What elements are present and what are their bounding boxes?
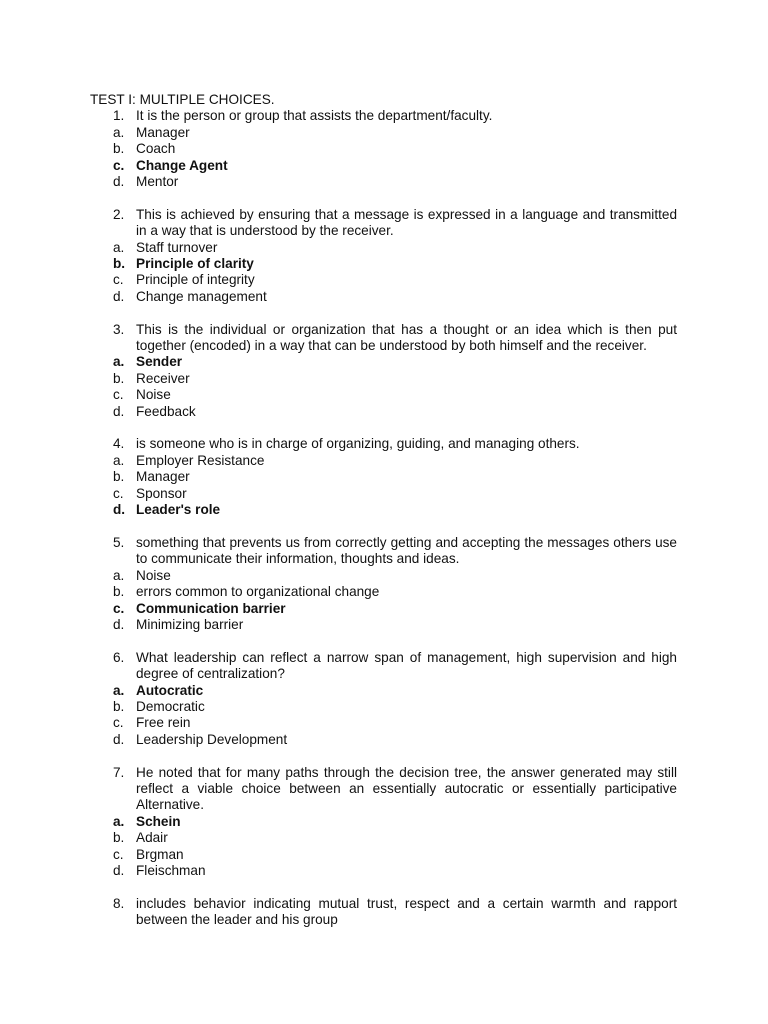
- question-6: [90, 650, 677, 748]
- option-letter: b.: [113, 256, 126, 272]
- option-text: Mentor: [136, 174, 179, 190]
- option-letter: c.: [113, 485, 124, 501]
- answer-option: [90, 371, 677, 387]
- question-stem: [90, 535, 677, 568]
- question-number-cell: [90, 207, 136, 223]
- question-number: 4.: [113, 436, 125, 452]
- answer-option: [90, 289, 677, 305]
- option-letter: c.: [113, 600, 125, 616]
- option-text: Coach: [136, 141, 176, 157]
- option-text: Leadership Development: [136, 731, 288, 747]
- answer-option: [90, 174, 677, 190]
- option-letter: a.: [113, 813, 125, 829]
- question-text: It is the person or group that assists the department/faculty.: [136, 108, 493, 124]
- answer-option-correct: [90, 502, 677, 518]
- option-letter: b.: [113, 469, 125, 485]
- question-number-cell: [90, 436, 136, 452]
- option-text: Manager: [136, 469, 190, 485]
- question-5: [90, 535, 677, 633]
- option-letter: c.: [113, 157, 125, 173]
- answer-option: [90, 272, 677, 288]
- question-number-cell: [90, 896, 136, 912]
- question-stem: [90, 650, 677, 683]
- option-letter: b.: [113, 584, 125, 600]
- answer-option: [90, 240, 677, 256]
- test-title: TEST I: MULTIPLE CHOICES.: [90, 92, 275, 107]
- option-letter: a.: [113, 567, 125, 583]
- question-number-cell: [90, 322, 136, 338]
- question-text: This is the individual or organization that has a thought or an idea which is then put together (encoded) in a way that can be understood by both himself and the receiver.: [136, 321, 677, 354]
- question-text: is someone who is in charge of organizing, guiding, and managing others.: [136, 436, 580, 452]
- answer-option: [90, 453, 677, 469]
- question-stem: [90, 108, 677, 124]
- answer-option-correct: [90, 601, 677, 617]
- option-text: Noise: [136, 567, 171, 583]
- question-stem: [90, 322, 677, 355]
- option-text: Principle of integrity: [136, 272, 255, 288]
- question-text: This is achieved by ensuring that a message is expressed in a language and transmitted in a way that is understood by the receiver.: [136, 206, 677, 239]
- answer-options: [90, 453, 677, 519]
- document-page: [90, 92, 677, 945]
- option-text: Principle of clarity: [136, 256, 254, 272]
- option-text: Manager: [136, 124, 190, 140]
- question-stem: [90, 896, 677, 929]
- question-1: [90, 108, 677, 190]
- answer-option: [90, 584, 677, 600]
- answer-options: [90, 683, 677, 749]
- question-number-cell: [90, 535, 136, 551]
- answer-option: [90, 486, 677, 502]
- question-number: 1.: [113, 108, 125, 124]
- option-letter: d.: [113, 288, 125, 304]
- answer-option-correct: [90, 256, 677, 272]
- option-letter: c.: [113, 846, 124, 862]
- option-text: Leader's role: [136, 502, 221, 518]
- option-text: Receiver: [136, 370, 190, 386]
- option-text: Adair: [136, 830, 168, 846]
- option-letter: d.: [113, 616, 125, 632]
- option-letter: c.: [113, 715, 124, 731]
- option-letter: a.: [113, 354, 125, 370]
- question-3: [90, 322, 677, 420]
- question-8: [90, 896, 677, 929]
- question-number-cell: [90, 765, 136, 781]
- question-2: [90, 207, 677, 305]
- option-letter: c.: [113, 272, 124, 288]
- option-text: Staff turnover: [136, 239, 218, 255]
- answer-options: [90, 240, 677, 306]
- option-text: Change management: [136, 288, 267, 304]
- answer-option: [90, 863, 677, 879]
- question-number-cell: [90, 650, 136, 666]
- question-number: 7.: [113, 764, 125, 780]
- answer-options: [90, 354, 677, 420]
- answer-option: [90, 699, 677, 715]
- option-letter: b.: [113, 698, 125, 714]
- option-text: Noise: [136, 387, 171, 403]
- option-letter: a.: [113, 682, 125, 698]
- question-number: 5.: [113, 534, 125, 550]
- question-text: something that prevents us from correctly getting and accepting the messages others use to communicate their information, thoughts and ideas.: [136, 534, 677, 567]
- question-text: includes behavior indicating mutual trust, respect and a certain warmth and rapport between the leader and his group: [136, 895, 677, 928]
- option-letter: a.: [113, 124, 125, 140]
- option-letter: d.: [113, 174, 125, 190]
- question-list: [90, 108, 677, 928]
- answer-option-correct: [90, 683, 677, 699]
- option-text: Sponsor: [136, 485, 187, 501]
- option-text: Change Agent: [136, 157, 228, 173]
- question-number: 8.: [113, 895, 125, 911]
- option-letter: b.: [113, 370, 125, 386]
- answer-option: [90, 125, 677, 141]
- option-text: Democratic: [136, 698, 205, 714]
- answer-option: [90, 387, 677, 403]
- option-letter: a.: [113, 239, 125, 255]
- option-letter: c.: [113, 387, 124, 403]
- option-text: Autocratic: [136, 682, 204, 698]
- question-stem: [90, 207, 677, 240]
- question-number: 3.: [113, 321, 125, 337]
- answer-options: [90, 568, 677, 634]
- option-text: Schein: [136, 813, 181, 829]
- option-text: Minimizing barrier: [136, 616, 244, 632]
- option-letter: a.: [113, 452, 125, 468]
- question-number-cell: [90, 108, 136, 124]
- answer-option-correct: [90, 354, 677, 370]
- answer-option: [90, 715, 677, 731]
- option-letter: b.: [113, 141, 125, 157]
- answer-option: [90, 568, 677, 584]
- option-text: Employer Resistance: [136, 452, 265, 468]
- option-text: errors common to organizational change: [136, 584, 380, 600]
- question-text: What leadership can reflect a narrow span of management, high supervision and high degree of centralization?: [136, 649, 677, 682]
- answer-option-correct: [90, 814, 677, 830]
- option-text: Sender: [136, 354, 183, 370]
- option-letter: b.: [113, 830, 125, 846]
- option-text: Brgman: [136, 846, 184, 862]
- question-number: 6.: [113, 649, 125, 665]
- question-text: He noted that for many paths through the decision tree, the answer generated may still reflect a viable choice between an essentially autocratic or essentially participative Alternative.: [136, 764, 677, 813]
- answer-options: [90, 814, 677, 880]
- question-7: [90, 765, 677, 880]
- answer-option: [90, 141, 677, 157]
- question-4: [90, 436, 677, 518]
- answer-option: [90, 404, 677, 420]
- answer-options: [90, 125, 677, 191]
- option-text: Fleischman: [136, 863, 206, 878]
- answer-option: [90, 617, 677, 633]
- answer-option: [90, 830, 677, 846]
- answer-option: [90, 847, 677, 863]
- question-stem: [90, 765, 677, 814]
- option-text: Free rein: [136, 715, 191, 731]
- answer-option: [90, 732, 677, 748]
- option-letter: d.: [113, 502, 126, 518]
- option-letter: d.: [113, 403, 125, 419]
- answer-option-correct: [90, 158, 677, 174]
- option-text: Communication barrier: [136, 600, 286, 616]
- question-number: 2.: [113, 206, 125, 222]
- answer-option: [90, 469, 677, 485]
- option-text: Feedback: [136, 403, 196, 419]
- option-letter: d.: [113, 731, 125, 747]
- question-stem: [90, 436, 677, 452]
- option-letter: d.: [113, 863, 125, 878]
